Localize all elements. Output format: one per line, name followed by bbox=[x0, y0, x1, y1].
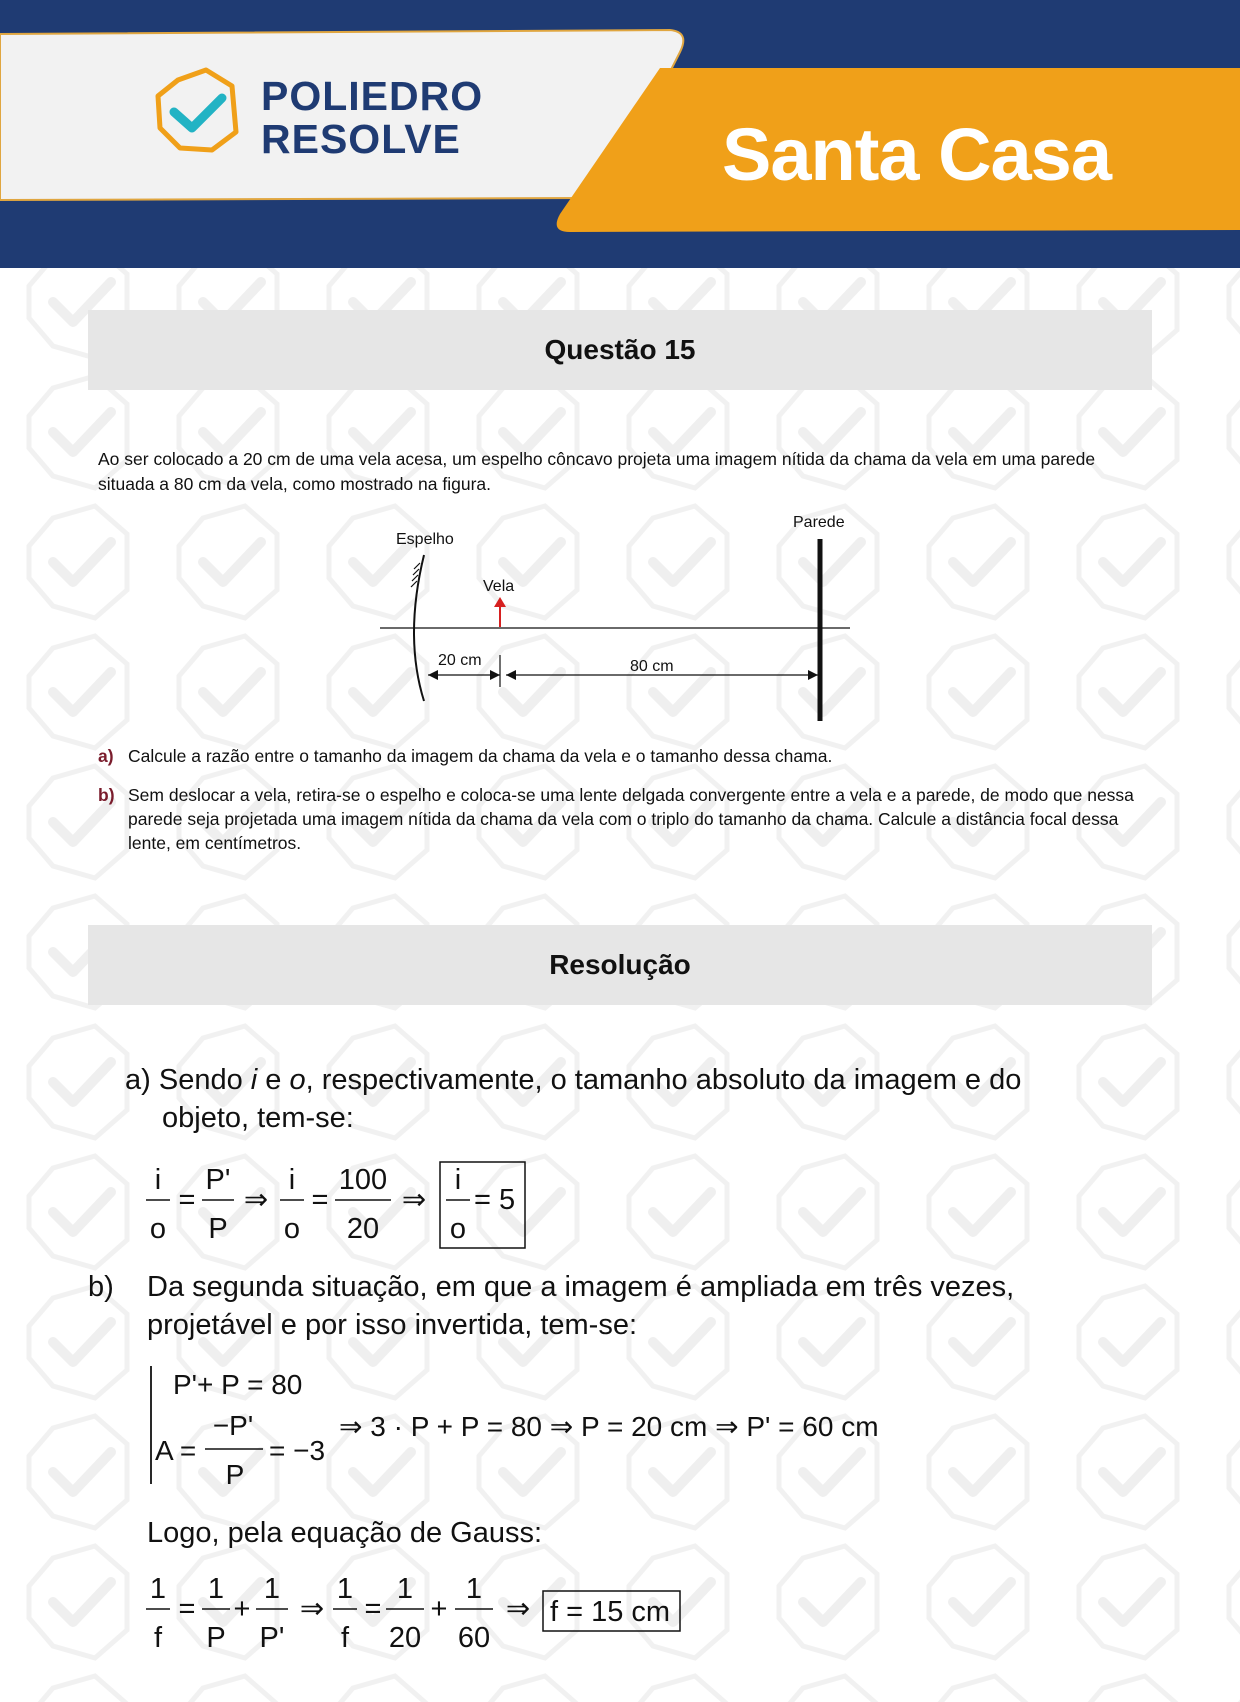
question-title-banner bbox=[88, 310, 1152, 390]
exam-name: Santa Casa bbox=[722, 113, 1111, 196]
svg-text:=: = bbox=[364, 1593, 382, 1625]
svg-text:⇒: ⇒ bbox=[299, 1593, 325, 1625]
gauss-answer: f = 15 cm bbox=[550, 1596, 671, 1628]
question-item-a bbox=[98, 744, 1148, 768]
distance-mirror-candle: 20 cm bbox=[438, 652, 482, 669]
var-i: i bbox=[250, 1064, 258, 1096]
eq-n2: P' bbox=[205, 1164, 231, 1196]
equation-ratio bbox=[140, 1155, 540, 1255]
part-a-text-after: , respectivamente, o tamanho absoluto da imagem e do bbox=[305, 1064, 1022, 1096]
brand-name-line1: POLIEDRO bbox=[261, 73, 484, 119]
gauss-n1: 1 bbox=[149, 1573, 167, 1605]
wall-label: Parede bbox=[793, 514, 845, 531]
eq-result-num: i bbox=[454, 1164, 462, 1196]
eq-d4: 20 bbox=[346, 1213, 380, 1245]
gauss-n4: 1 bbox=[336, 1573, 354, 1605]
gauss-f1: f bbox=[153, 1622, 163, 1654]
eq-result-value: = 5 bbox=[474, 1184, 516, 1216]
question-statement: Ao ser colocado a 20 cm de uma vela acesa, um espelho côncavo projeta uma imagem nítida da chama da vela em uma parede situada a 80 cm da vela, como mostrado na figura. bbox=[98, 449, 1096, 494]
question-title: Questão 15 bbox=[544, 334, 696, 365]
svg-text:⇒: ⇒ bbox=[243, 1184, 269, 1216]
item-b-label: b) bbox=[98, 785, 115, 805]
eq-d1: o bbox=[149, 1213, 167, 1245]
eq-n1: i bbox=[154, 1164, 162, 1196]
part-b-line1: Da segunda situação, em que a imagem é ampliada em três vezes, bbox=[147, 1271, 1015, 1303]
resolution-title-banner bbox=[88, 925, 1152, 1005]
item-a-text: Calcule a razão entre o tamanho da imagem da chama da vela e o tamanho dessa chama. bbox=[128, 746, 833, 766]
eq-d2: P bbox=[208, 1213, 228, 1245]
system-eq1: P'+ P = 80 bbox=[173, 1369, 303, 1400]
part-a-line1 bbox=[125, 1061, 1021, 1099]
item-a-label: a) bbox=[98, 746, 114, 766]
equation-gauss bbox=[140, 1565, 700, 1665]
system-eq2-den: P bbox=[225, 1459, 245, 1490]
svg-text:=: = bbox=[311, 1184, 329, 1216]
gauss-n5: 1 bbox=[396, 1573, 414, 1605]
brand-name-line2: RESOLVE bbox=[261, 116, 461, 162]
svg-text:+: + bbox=[233, 1593, 251, 1625]
svg-text:=: = bbox=[178, 1593, 196, 1625]
system-eq2-lhs: A = bbox=[155, 1435, 197, 1466]
resolution-title: Resolução bbox=[549, 949, 691, 980]
system-eq2-rhs: = −3 bbox=[269, 1435, 326, 1466]
gauss-d60: 60 bbox=[457, 1622, 491, 1654]
svg-text:⇒: ⇒ bbox=[401, 1184, 427, 1216]
part-a-text-before: Sendo bbox=[158, 1064, 251, 1096]
eq-n4: 100 bbox=[338, 1164, 388, 1196]
part-b-label: b) bbox=[88, 1271, 114, 1303]
gauss-p: P bbox=[206, 1622, 226, 1654]
gauss-n6: 1 bbox=[465, 1573, 483, 1605]
gauss-pp: P' bbox=[259, 1622, 285, 1654]
gauss-d20: 20 bbox=[388, 1622, 422, 1654]
question-item-b bbox=[98, 783, 1148, 855]
part-a-text-mid: e bbox=[257, 1064, 290, 1096]
part-b-line2: projetável e por isso invertida, tem-se: bbox=[147, 1309, 637, 1341]
system-eq2-num: −P' bbox=[212, 1410, 254, 1441]
gauss-n3: 1 bbox=[263, 1573, 281, 1605]
mirror-label: Espelho bbox=[396, 531, 454, 548]
system-result: ⇒ 3 · P + P = 80 ⇒ P = 20 cm ⇒ P' = 60 cm bbox=[339, 1411, 879, 1442]
svg-text:+: + bbox=[430, 1593, 448, 1625]
gauss-f2: f bbox=[340, 1622, 350, 1654]
candle-label: Vela bbox=[483, 578, 515, 595]
item-b-text: Sem deslocar a vela, retira-se o espelho e coloca-se uma lente delgada convergente entre a vela e a parede, de modo que nessa parede seja projetada uma imagem nítida da chama da vela com o triplo do tamanho da chama. Calcule a distância focal dessa lente, em centímetros. bbox=[128, 785, 1134, 853]
gauss-intro: Logo, pela equação de Gauss: bbox=[147, 1517, 543, 1549]
equation-system bbox=[145, 1360, 945, 1490]
svg-text:=: = bbox=[178, 1184, 196, 1216]
eq-n3: i bbox=[288, 1164, 296, 1196]
eq-result-den: o bbox=[449, 1213, 467, 1245]
var-o: o bbox=[289, 1064, 306, 1096]
optics-figure bbox=[380, 505, 860, 725]
part-a-line2: objeto, tem-se: bbox=[162, 1102, 354, 1134]
distance-candle-wall: 80 cm bbox=[630, 658, 674, 675]
eq-d3: o bbox=[283, 1213, 301, 1245]
svg-text:⇒: ⇒ bbox=[505, 1593, 531, 1625]
gauss-n2: 1 bbox=[207, 1573, 225, 1605]
part-a-label: a) bbox=[125, 1064, 151, 1096]
